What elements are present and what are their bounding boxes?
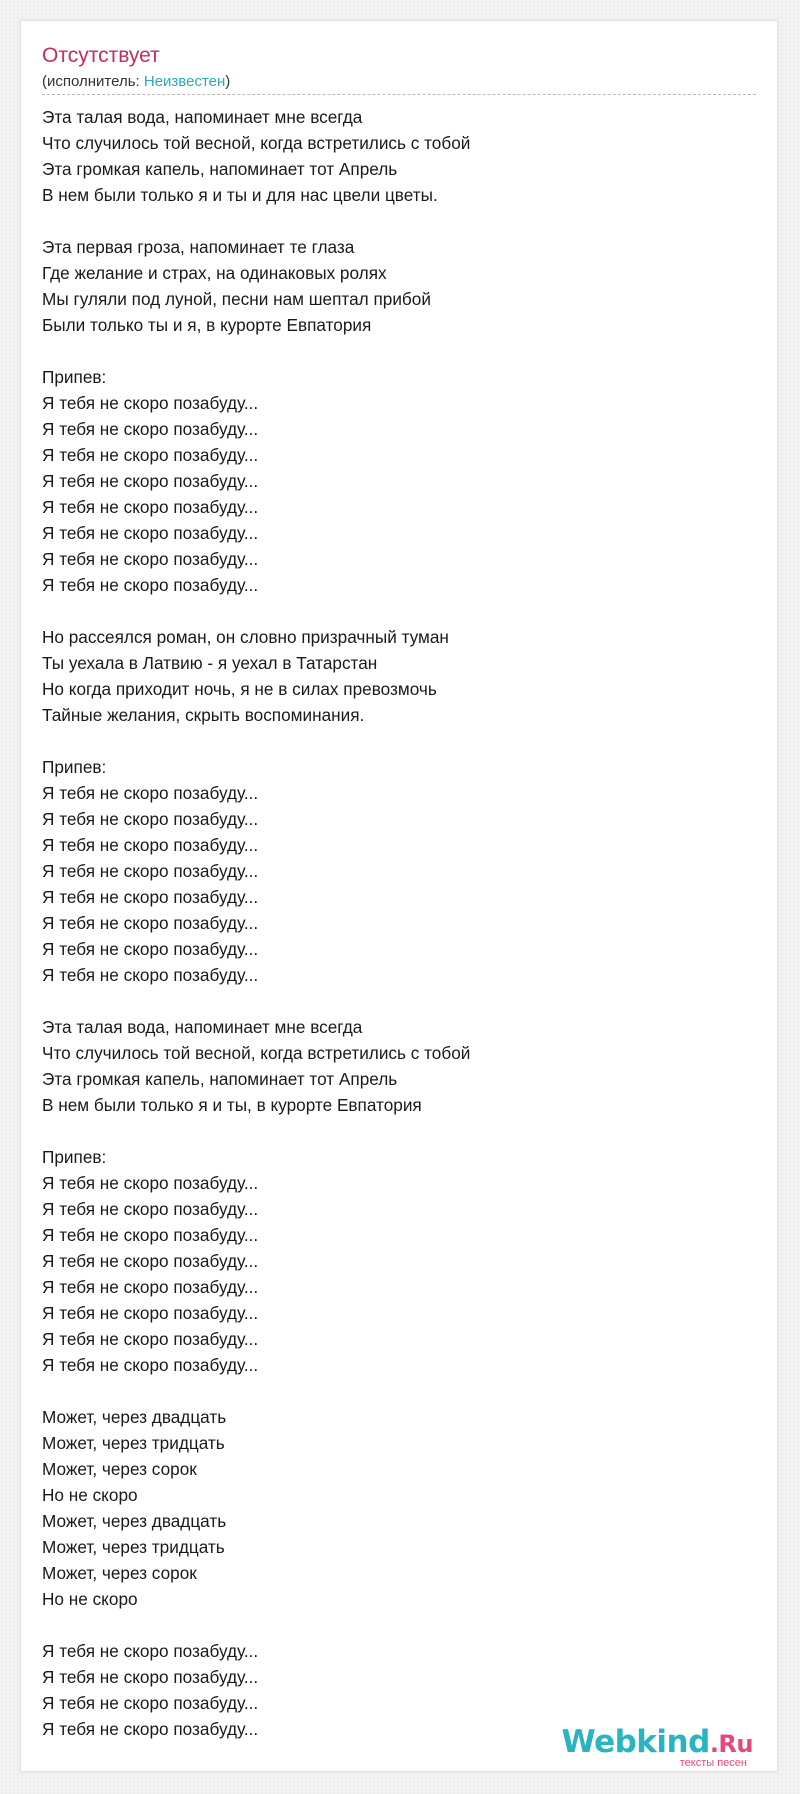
- lyric-line: Может, через сорок: [42, 1459, 197, 1479]
- lyric-line: Я тебя не скоро позабуду...: [42, 913, 259, 933]
- lyric-line: Я тебя не скоро позабуду...: [42, 419, 259, 439]
- lyrics-card: [20, 20, 778, 1772]
- lyric-line: Я тебя не скоро позабуду...: [42, 1329, 259, 1349]
- lyric-line: Я тебя не скоро позабуду...: [42, 1355, 259, 1375]
- lyric-line: Может, через двадцать: [42, 1511, 227, 1531]
- lyrics-stanza: [42, 104, 742, 208]
- lyric-line: Я тебя не скоро позабуду...: [42, 809, 259, 829]
- lyric-line: Я тебя не скоро позабуду...: [42, 1277, 259, 1297]
- lyric-line: Я тебя не скоро позабуду...: [42, 1667, 259, 1687]
- lyric-line: Я тебя не скоро позабуду...: [42, 861, 259, 881]
- lyric-line: Я тебя не скоро позабуду...: [42, 835, 259, 855]
- lyric-line: Я тебя не скоро позабуду...: [42, 1693, 259, 1713]
- artist-link[interactable]: Неизвестен: [143, 73, 226, 90]
- dashed-divider: [42, 94, 756, 95]
- song-title: Отсутствует: [42, 44, 160, 67]
- lyric-line: Что случилось той весной, когда встретились с тобой: [42, 133, 471, 153]
- lyric-line: Может, через тридцать: [42, 1433, 225, 1453]
- lyric-line: Где желание и страх, на одинаковых ролях: [42, 263, 387, 283]
- lyric-line: Мы гуляли под луной, песни нам шептал прибой: [42, 289, 431, 309]
- lyric-line: Я тебя не скоро позабуду...: [42, 393, 259, 413]
- lyric-line: Я тебя не скоро позабуду...: [42, 445, 259, 465]
- lyric-line: Может, через сорок: [42, 1563, 197, 1583]
- lyric-line: Что случилось той весной, когда встретились с тобой: [42, 1043, 471, 1063]
- lyrics-stanza: [42, 754, 742, 988]
- lyric-line: Может, через тридцать: [42, 1537, 225, 1557]
- lyric-line: Эта громкая капель, напоминает тот Апрель: [42, 1069, 398, 1089]
- logo-main-text: Webkind: [561, 1724, 710, 1760]
- lyric-line: Я тебя не скоро позабуду...: [42, 575, 259, 595]
- lyric-line: Тайные желания, скрыть воспоминания.: [42, 705, 365, 725]
- lyric-line: Припев:: [42, 1147, 107, 1167]
- lyric-line: Эта громкая капель, напоминает тот Апрель: [42, 159, 398, 179]
- logo-tagline: тексты песен: [679, 1757, 747, 1769]
- artist-prefix: (исполнитель:: [42, 73, 144, 90]
- artist-suffix: ): [225, 73, 231, 90]
- lyric-line: Я тебя не скоро позабуду...: [42, 1225, 259, 1245]
- lyric-line: Я тебя не скоро позабуду...: [42, 523, 259, 543]
- lyrics-stanza: [42, 624, 742, 728]
- lyric-line: Я тебя не скоро позабуду...: [42, 965, 259, 985]
- lyric-line: Я тебя не скоро позабуду...: [42, 1251, 259, 1271]
- lyric-line: Я тебя не скоро позабуду...: [42, 1719, 259, 1739]
- lyric-line: Может, через двадцать: [42, 1407, 227, 1427]
- lyric-line: В нем были только я и ты и для нас цвели цветы.: [42, 185, 438, 205]
- lyric-line: Припев:: [42, 757, 107, 777]
- lyric-line: Я тебя не скоро позабуду...: [42, 939, 259, 959]
- lyric-line: Были только ты и я, в курорте Евпатория: [42, 315, 372, 335]
- lyrics-stanza: [42, 364, 742, 598]
- logo-suffix: .Ru: [709, 1730, 753, 1758]
- lyric-line: Но не скоро: [42, 1485, 138, 1505]
- artist-line: [42, 73, 230, 91]
- lyric-line: Я тебя не скоро позабуду...: [42, 1199, 259, 1219]
- logo-wordmark: [562, 1725, 754, 1761]
- lyric-line: Я тебя не скоро позабуду...: [42, 549, 259, 569]
- lyrics-stanza: [42, 1404, 742, 1612]
- lyrics-stanza: [42, 1144, 742, 1378]
- lyrics-text: [42, 104, 742, 1742]
- lyric-line: Припев:: [42, 367, 107, 387]
- lyric-line: Но рассеялся роман, он словно призрачный туман: [42, 627, 449, 647]
- lyric-line: Я тебя не скоро позабуду...: [42, 497, 259, 517]
- lyric-line: Но когда приходит ночь, я не в силах превозмочь: [42, 679, 437, 699]
- lyric-line: Ты уехала в Латвию - я уехал в Татарстан: [42, 653, 378, 673]
- site-logo[interactable]: [562, 1725, 754, 1769]
- lyric-line: Но не скоро: [42, 1589, 138, 1609]
- lyrics-stanza: [42, 1014, 742, 1118]
- lyrics-stanza: [42, 234, 742, 338]
- lyric-line: Я тебя не скоро позабуду...: [42, 1173, 259, 1193]
- lyric-line: Я тебя не скоро позабуду...: [42, 783, 259, 803]
- lyric-line: Я тебя не скоро позабуду...: [42, 1641, 259, 1661]
- lyric-line: В нем были только я и ты, в курорте Евпатория: [42, 1095, 422, 1115]
- lyric-line: Эта талая вода, напоминает мне всегда: [42, 1017, 363, 1037]
- lyric-line: Я тебя не скоро позабуду...: [42, 471, 259, 491]
- lyric-line: Я тебя не скоро позабуду...: [42, 1303, 259, 1323]
- lyric-line: Эта первая гроза, напоминает те глаза: [42, 237, 355, 257]
- lyric-line: Я тебя не скоро позабуду...: [42, 887, 259, 907]
- lyric-line: Эта талая вода, напоминает мне всегда: [42, 107, 363, 127]
